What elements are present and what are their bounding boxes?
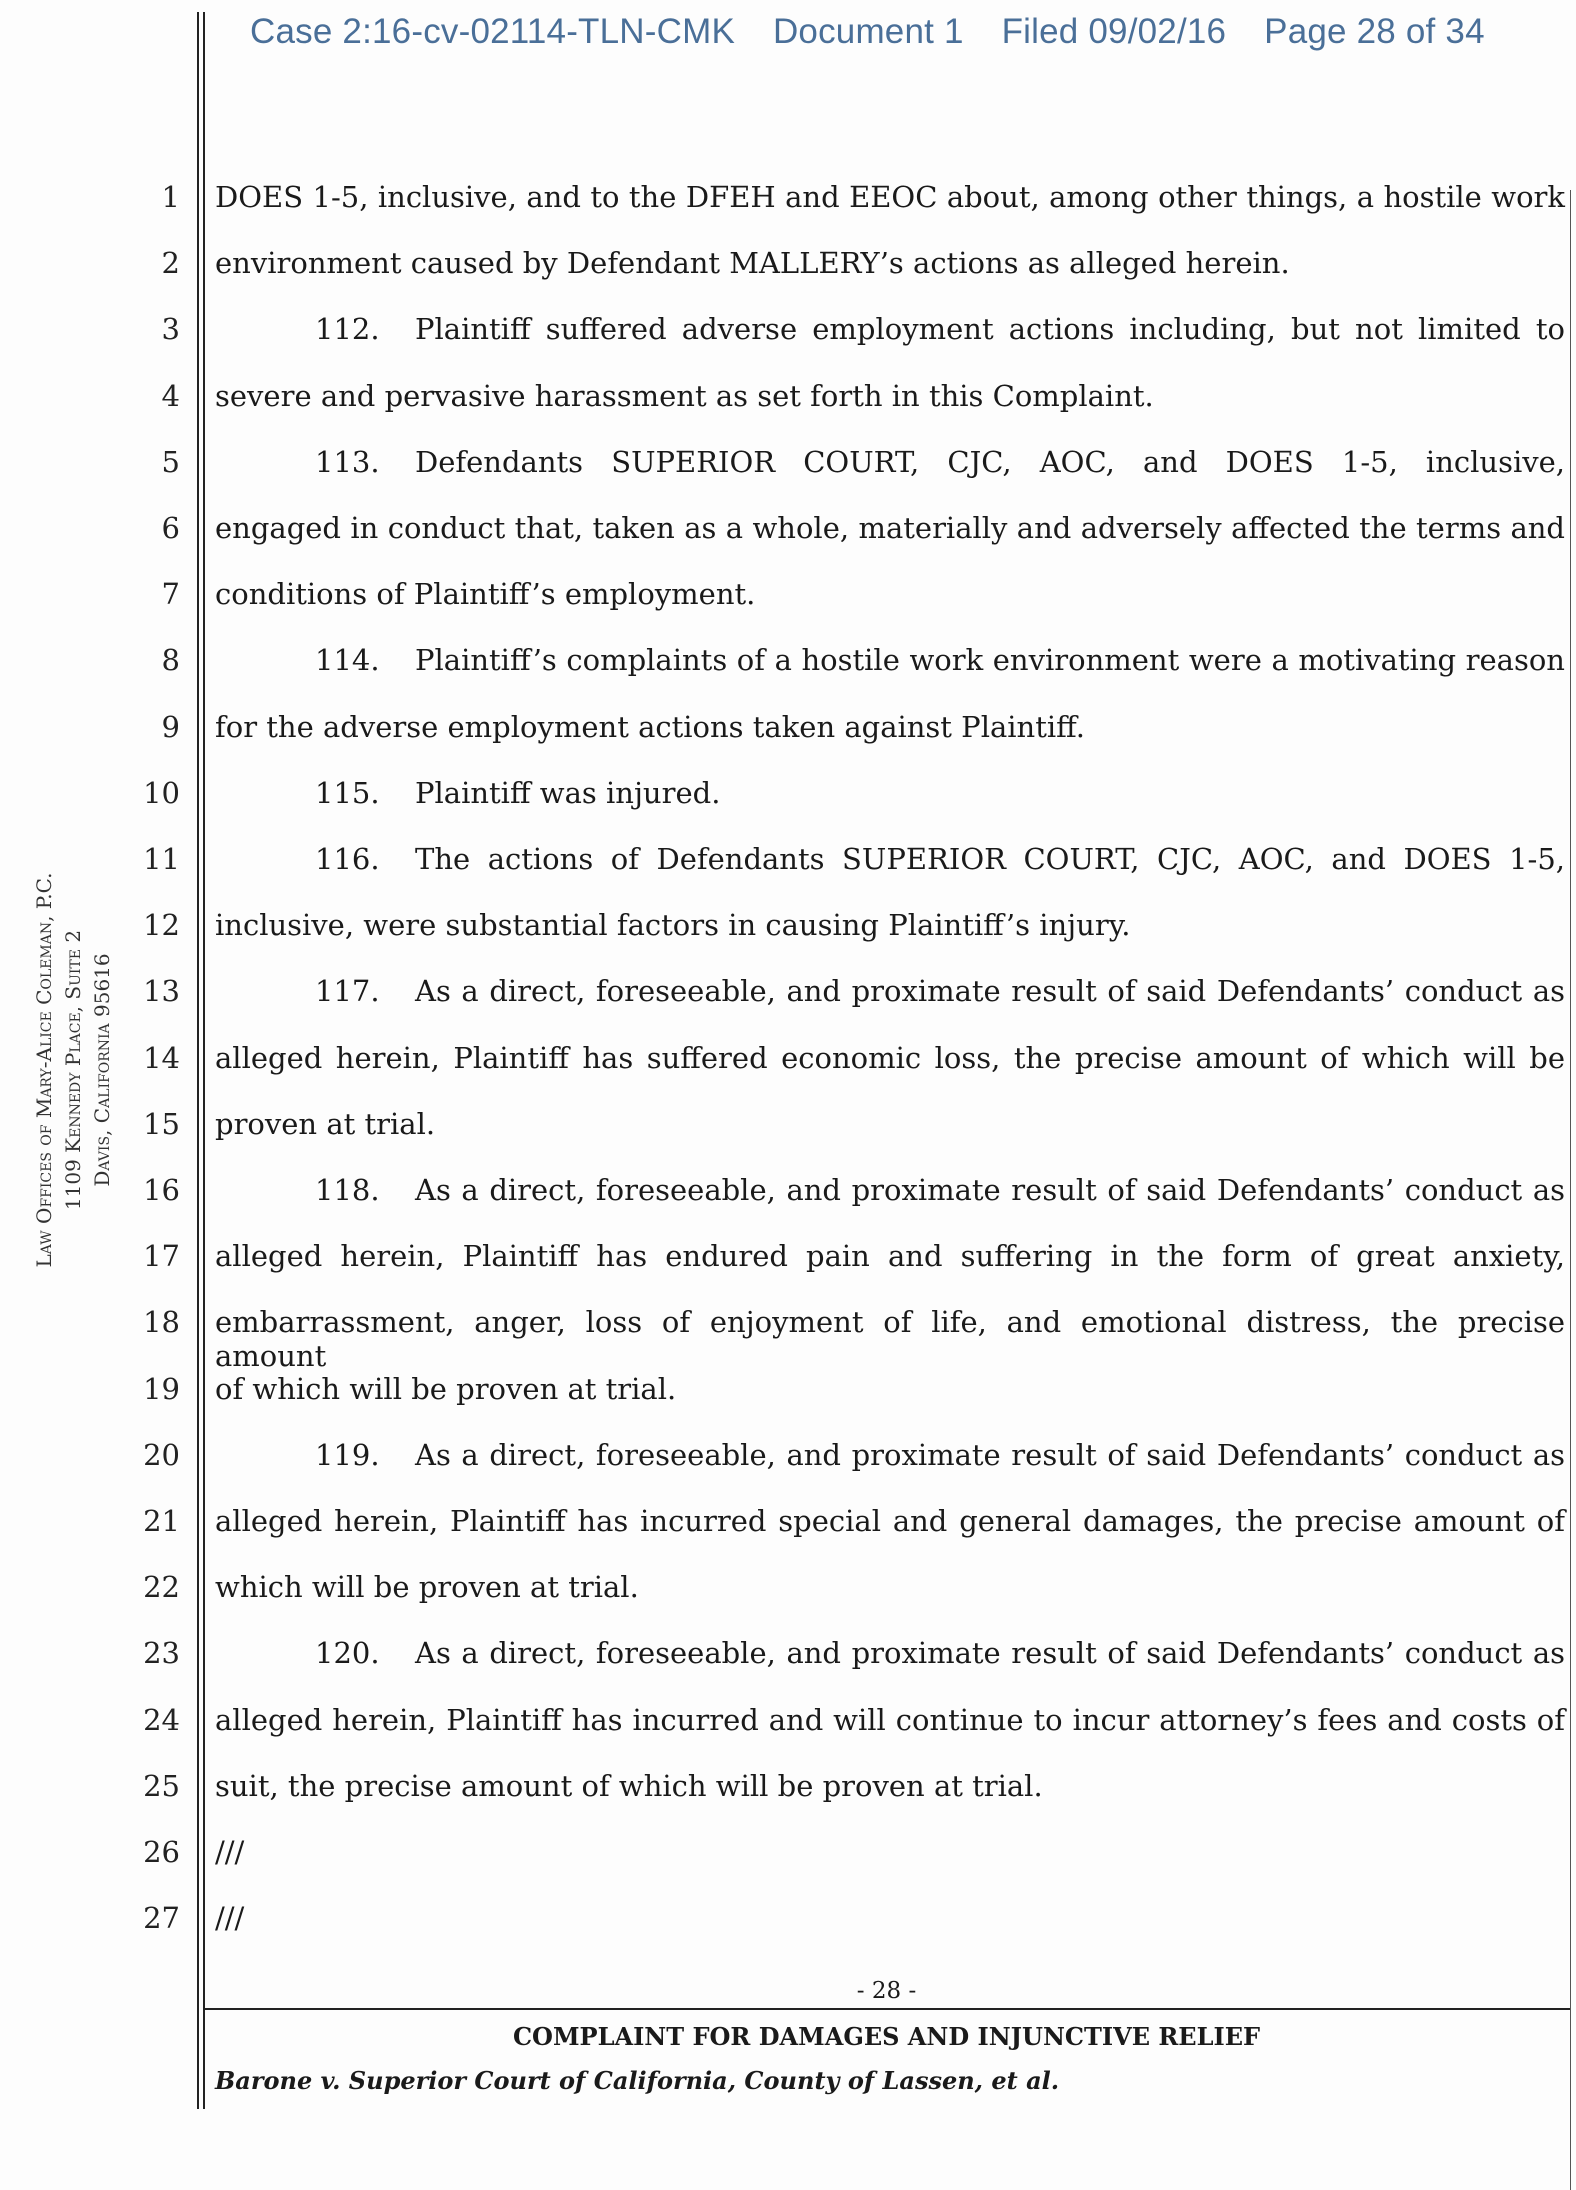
line-number: 25 [143, 1769, 180, 1803]
body-text-line [215, 180, 1565, 220]
line-number: 27 [143, 1901, 180, 1935]
paragraph-number: 112. [315, 312, 380, 346]
body-text-line [215, 1504, 1565, 1544]
line-number: 1 [161, 180, 180, 214]
line-text: DOES 1-5, inclusive, and to the DFEH and EEOC about, among other things, a hostile work [215, 180, 1565, 214]
paragraph-number: 119. [315, 1438, 380, 1472]
body-text-line [215, 511, 1565, 551]
line-text: /// [215, 1835, 245, 1869]
body-text-line [215, 1703, 1565, 1743]
line-number: 18 [143, 1305, 180, 1339]
line-number: 9 [161, 710, 180, 744]
line-text: conditions of Plaintiff’s employment. [215, 577, 756, 611]
body-text-line [215, 1239, 1565, 1279]
body-text-line [215, 1173, 1565, 1213]
line-text: alleged herein, Plaintiff has incurred and will continue to incur attorney’s fees and costs of [215, 1703, 1565, 1737]
page-indicator: Page 28 of 34 [1264, 12, 1485, 51]
line-text: /// [215, 1901, 245, 1935]
right-margin-rule [1570, 190, 1571, 2190]
line-text: which will be proven at trial. [215, 1570, 639, 1604]
body-text-line [215, 312, 1565, 352]
line-number: 11 [143, 842, 180, 876]
case-number: Case 2:16-cv-02114-TLN-CMK [250, 12, 735, 51]
body-text-line [215, 842, 1565, 882]
line-text: Plaintiff was injured. [415, 776, 721, 810]
body-text-line [215, 1570, 1565, 1604]
law-office-city: Davis, California 95616 [90, 953, 114, 1187]
line-number: 23 [143, 1636, 180, 1670]
body-text-line [215, 246, 1565, 280]
body-text-line [215, 1372, 1565, 1406]
body-text-line [215, 710, 1565, 744]
body-text-line [215, 379, 1565, 413]
paragraph-number: 116. [315, 842, 380, 876]
line-number: 17 [143, 1239, 180, 1273]
left-margin-rule-inner [203, 12, 205, 2109]
body-text-line [215, 1107, 1565, 1141]
body-text-line [215, 1636, 1565, 1676]
body-text-line [215, 577, 1565, 611]
paragraph-number: 115. [315, 776, 380, 810]
line-text: The actions of Defendants SUPERIOR COURT, CJC, AOC, and DOES 1-5, [415, 842, 1565, 876]
line-number: 6 [161, 511, 180, 545]
paragraph-number: 117. [315, 974, 380, 1008]
line-number: 10 [143, 776, 180, 810]
law-office-street: 1109 Kennedy Place, Suite 2 [61, 929, 85, 1211]
line-number: 5 [161, 445, 180, 479]
line-text: Defendants SUPERIOR COURT, CJC, AOC, and DOES 1-5, inclusive, [415, 445, 1565, 479]
page-number: - 28 - [856, 1978, 917, 2004]
body-text-line [215, 1438, 1565, 1478]
paragraph-number: 114. [315, 643, 380, 677]
line-text: environment caused by Defendant MALLERY’s actions as alleged herein. [215, 246, 1290, 280]
footer-document-title: COMPLAINT FOR DAMAGES AND INJUNCTIVE RELIEF [512, 2022, 1261, 2051]
line-number: 7 [161, 577, 180, 611]
court-filing-stamp [250, 12, 1513, 52]
line-text: As a direct, foreseeable, and proximate result of said Defendants’ conduct as [415, 1173, 1565, 1207]
body-text-line [215, 974, 1565, 1014]
paragraph-number: 113. [315, 445, 380, 479]
line-text: alleged herein, Plaintiff has suffered economic loss, the precise amount of which will be [215, 1041, 1565, 1075]
line-text: Plaintiff’s complaints of a hostile work environment were a motivating reason [415, 643, 1565, 677]
left-margin-rule [197, 12, 199, 2109]
paragraph-number: 120. [315, 1636, 380, 1670]
line-number: 15 [143, 1107, 180, 1141]
body-text-line [215, 1769, 1565, 1803]
body-text-line [215, 1041, 1565, 1081]
document-number: Document 1 [772, 12, 964, 51]
line-number: 20 [143, 1438, 180, 1472]
line-number: 21 [143, 1504, 180, 1538]
line-text: engaged in conduct that, taken as a whole, materially and adversely affected the terms and [215, 511, 1565, 545]
footer-case-caption: Barone v. Superior Court of California, County of Lassen, et al. [215, 2066, 1060, 2095]
body-text-line [215, 1835, 1565, 1869]
line-text: embarrassment, anger, loss of enjoyment of life, and emotional distress, the precise amount [215, 1305, 1565, 1373]
line-number: 24 [143, 1703, 180, 1737]
line-number: 19 [143, 1372, 180, 1406]
line-text: alleged herein, Plaintiff has incurred special and general damages, the precise amount of [215, 1504, 1565, 1538]
line-number: 4 [161, 379, 180, 413]
line-text: inclusive, were substantial factors in causing Plaintiff’s injury. [215, 908, 1131, 942]
body-text-line [215, 908, 1565, 942]
line-number: 12 [143, 908, 180, 942]
line-text: As a direct, foreseeable, and proximate result of said Defendants’ conduct as [415, 1636, 1565, 1670]
line-text: of which will be proven at trial. [215, 1372, 677, 1406]
line-number: 26 [143, 1835, 180, 1869]
line-number: 16 [143, 1173, 180, 1207]
body-text-line [215, 776, 1565, 810]
line-number: 14 [143, 1041, 180, 1075]
line-text: As a direct, foreseeable, and proximate result of said Defendants’ conduct as [415, 1438, 1565, 1472]
line-number: 8 [161, 643, 180, 677]
line-number: 3 [161, 312, 180, 346]
line-text: alleged herein, Plaintiff has endured pain and suffering in the form of great anxiety, [215, 1239, 1565, 1273]
law-office-name: Law Offices of Mary-Alice Coleman, P.C. [32, 872, 56, 1268]
line-number: 13 [143, 974, 180, 1008]
line-text: Plaintiff suffered adverse employment actions including, but not limited to [415, 312, 1565, 346]
body-text-line [215, 1901, 1565, 1935]
body-text-line [215, 445, 1565, 485]
law-office-address [30, 810, 117, 1330]
line-text: As a direct, foreseeable, and proximate result of said Defendants’ conduct as [415, 974, 1565, 1008]
line-text: suit, the precise amount of which will be proven at trial. [215, 1769, 1043, 1803]
line-text: severe and pervasive harassment as set forth in this Complaint. [215, 379, 1154, 413]
filed-date: Filed 09/02/16 [1001, 12, 1227, 51]
line-number: 22 [143, 1570, 180, 1604]
body-text-line [215, 643, 1565, 683]
line-text: proven at trial. [215, 1107, 436, 1141]
paragraph-number: 118. [315, 1173, 380, 1207]
line-number: 2 [161, 246, 180, 280]
body-text-line [215, 1305, 1565, 1373]
footer-rule [203, 2008, 1570, 2010]
line-text: for the adverse employment actions taken against Plaintiff. [215, 710, 1085, 744]
